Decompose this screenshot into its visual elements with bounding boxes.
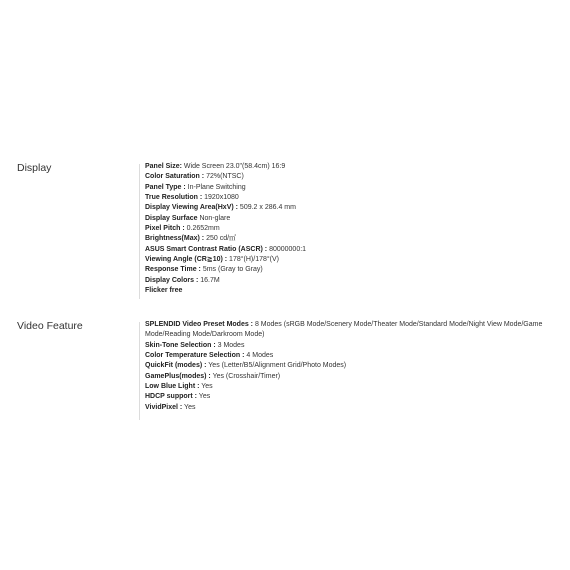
section-title-display: Display (17, 162, 52, 174)
spec-label: VividPixel : (145, 403, 183, 411)
spec-value: Yes (199, 383, 213, 391)
spec-row (145, 255, 553, 265)
spec-value: 250 cd/㎡ (204, 235, 237, 243)
spec-label: Viewing Angle (CR≧10) : (145, 256, 228, 264)
spec-row (145, 392, 553, 402)
spec-row (145, 403, 553, 413)
spec-value: Yes (Crosshair/Timer) (210, 372, 281, 380)
spec-value: 5ms (Gray to Gray) (200, 266, 263, 274)
spec-label: Response Time : (145, 266, 201, 274)
spec-row (145, 214, 553, 224)
spec-value: 4 Modes (244, 352, 274, 360)
spec-label: Low Blue Light : (145, 383, 200, 391)
spec-label: Display Surface (145, 214, 198, 222)
spec-label: Brightness(Max) : (145, 235, 205, 243)
section-divider (139, 164, 140, 299)
spec-row (145, 320, 553, 341)
spec-value: 509.2 x 286.4 mm (237, 204, 296, 212)
spec-value: In-Plane Switching (185, 183, 246, 191)
spec-value: 8 Modes (sRGB Mode/Scenery Mode/Theater Mode/Standard Mode/Night View Mode/Game Mode/Reading Mode/Darkroom Mode) (145, 321, 543, 339)
spec-row (145, 276, 553, 286)
spec-value: 178°(H)/178°(V) (227, 256, 280, 264)
spec-row (145, 162, 553, 172)
spec-label: GamePlus(modes) : (145, 372, 211, 380)
section-divider (139, 322, 140, 420)
spec-value: 1920x1080 (202, 194, 239, 202)
spec-row (145, 265, 553, 275)
spec-value: 0.2652mm (184, 225, 220, 233)
spec-label: Flicker free (145, 287, 183, 295)
spec-row (145, 224, 553, 234)
spec-list-video-feature (145, 320, 553, 413)
spec-row (145, 382, 553, 392)
spec-label: Color Saturation : (145, 173, 205, 181)
spec-value: 80000000:1 (267, 245, 307, 253)
spec-label: Display Colors : (145, 276, 199, 284)
spec-row (145, 183, 553, 193)
spec-label: True Resolution : (145, 194, 203, 202)
spec-row (145, 372, 553, 382)
spec-value: Yes (182, 403, 196, 411)
spec-row (145, 193, 553, 203)
spec-row (145, 234, 553, 244)
spec-label: Skin-Tone Selection : (145, 341, 216, 349)
spec-row (145, 172, 553, 182)
spec-label: SPLENDID Video Preset Modes : (145, 321, 254, 328)
spec-list-display (145, 162, 553, 296)
spec-label: Panel Size: (145, 163, 182, 170)
spec-value: Non-glare (197, 214, 231, 222)
spec-value: 3 Modes (215, 341, 245, 349)
spec-row (145, 341, 553, 351)
spec-value: 72%(NTSC) (204, 173, 244, 181)
spec-label: Panel Type : (145, 183, 186, 191)
spec-label: Display Viewing Area(HxV) : (145, 204, 238, 212)
spec-label: ASUS Smart Contrast Ratio (ASCR) : (145, 245, 268, 253)
spec-row (145, 245, 553, 255)
spec-label: Pixel Pitch : (145, 225, 185, 233)
spec-label: QuickFit (modes) : (145, 362, 207, 370)
spec-value: Yes (Letter/B5/Alignment Grid/Photo Modes) (206, 362, 347, 370)
spec-row (145, 361, 553, 371)
spec-label: HDCP support : (145, 393, 197, 401)
spec-value: Wide Screen 23.0"(58.4cm) 16:9 (181, 163, 286, 170)
spec-value: 16.7M (198, 276, 220, 284)
spec-value: Yes (196, 393, 211, 401)
section-title-video-feature: Video Feature (17, 320, 83, 332)
spec-row (145, 203, 553, 213)
spec-row (145, 286, 553, 296)
spec-row (145, 351, 553, 361)
spec-label: Color Temperature Selection : (145, 352, 245, 360)
